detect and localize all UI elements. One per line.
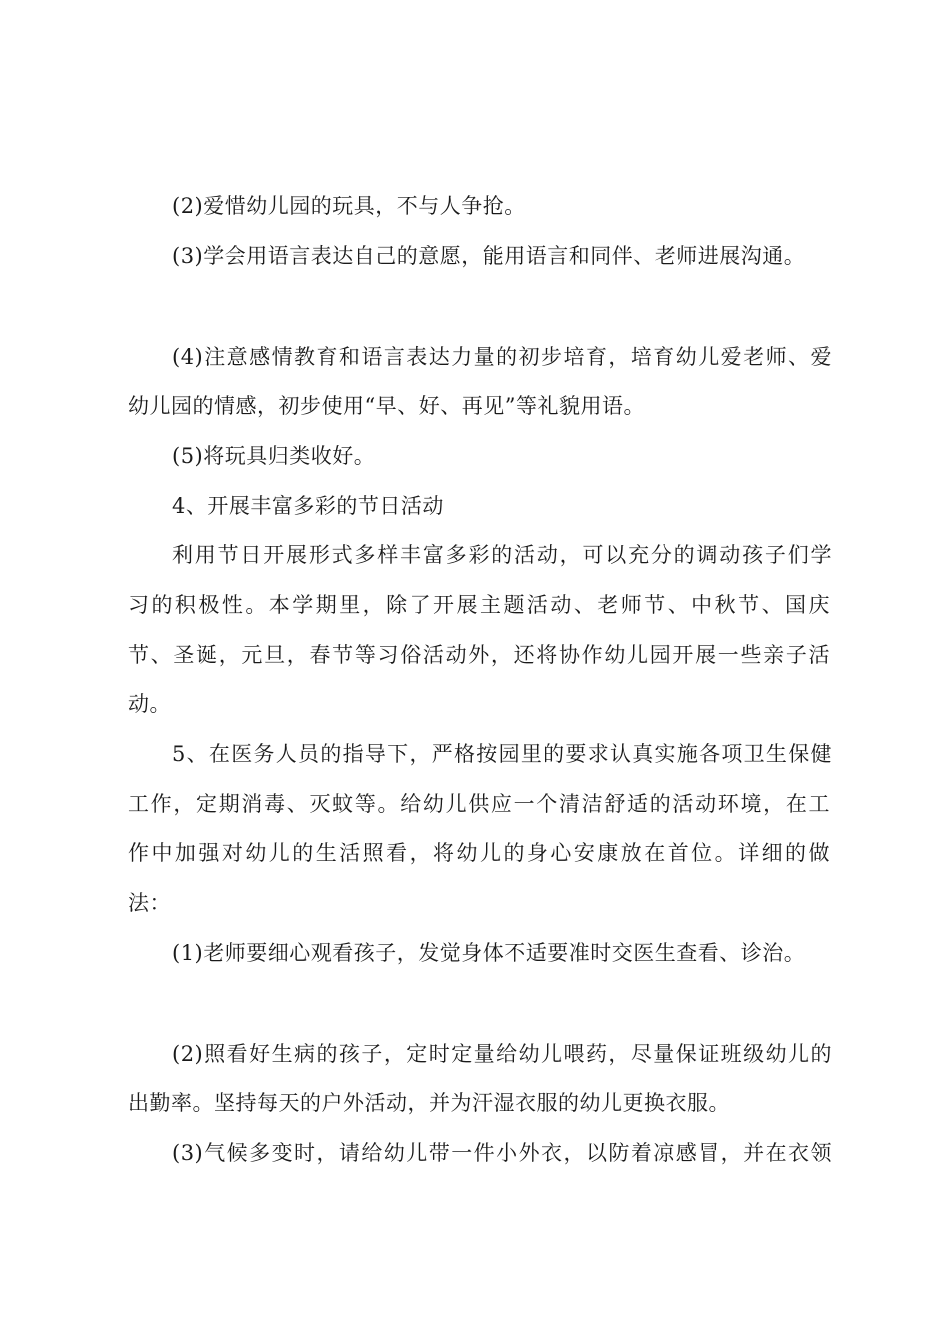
paragraph-festival-line-2: 习的积极性。本学期里，除了开展主题活动、老师节、中秋节、国庆 — [128, 593, 830, 617]
text-line-item-2: (2)爱惜幼儿园的玩具，不与人争抢。 — [172, 194, 526, 218]
text-line-health-item-2b: 出勤率。坚持每天的户外活动，并为汗湿衣服的幼儿更换衣服。 — [128, 1091, 730, 1115]
paragraph-festival-line-4: 动。 — [128, 692, 171, 716]
paragraph-health-line-2: 工作，定期消毒、灭蚊等。给幼儿供应一个清洁舒适的活动环境，在工 — [128, 792, 830, 816]
paragraph-health-line-1: 5、在医务人员的指导下，严格按园里的要求认真实施各项卫生保健 — [172, 742, 832, 766]
text-line-health-item-2a: (2)照看好生病的孩子，定时定量给幼儿喂药，尽量保证班级幼儿的 — [172, 1042, 832, 1066]
text-line-health-item-1: (1)老师要细心观看孩子，发觉身体不适要准时交医生查看、诊治。 — [172, 941, 806, 965]
text-line-item-3: (3)学会用语言表达自己的意愿，能用语言和同伴、老师进展沟通。 — [172, 244, 806, 268]
paragraph-health-line-4: 法： — [128, 891, 171, 915]
text-line-health-item-3: (3)气候多变时，请给幼儿带一件小外衣，以防着凉感冒，并在衣领 — [172, 1141, 832, 1165]
paragraph-festival-line-1: 利用节日开展形式多样丰富多彩的活动，可以充分的调动孩子们学 — [172, 543, 832, 567]
text-line-item-4a: (4)注意感情教育和语言表达力量的初步培育，培育幼儿爱老师、爱 — [172, 345, 832, 369]
section-heading-4: 4、开展丰富多彩的节日活动 — [172, 494, 444, 518]
paragraph-festival-line-3: 节、圣诞，元旦，春节等习俗活动外，还将协作幼儿园开展一些亲子活 — [128, 643, 830, 667]
text-line-item-5: (5)将玩具归类收好。 — [172, 444, 376, 468]
text-line-item-4b: 幼儿园的情感，初步使用“早、好、再见”等礼貌用语。 — [128, 394, 645, 418]
paragraph-health-line-3: 作中加强对幼儿的生活照看，将幼儿的身心安康放在首位。详细的做 — [128, 841, 830, 865]
